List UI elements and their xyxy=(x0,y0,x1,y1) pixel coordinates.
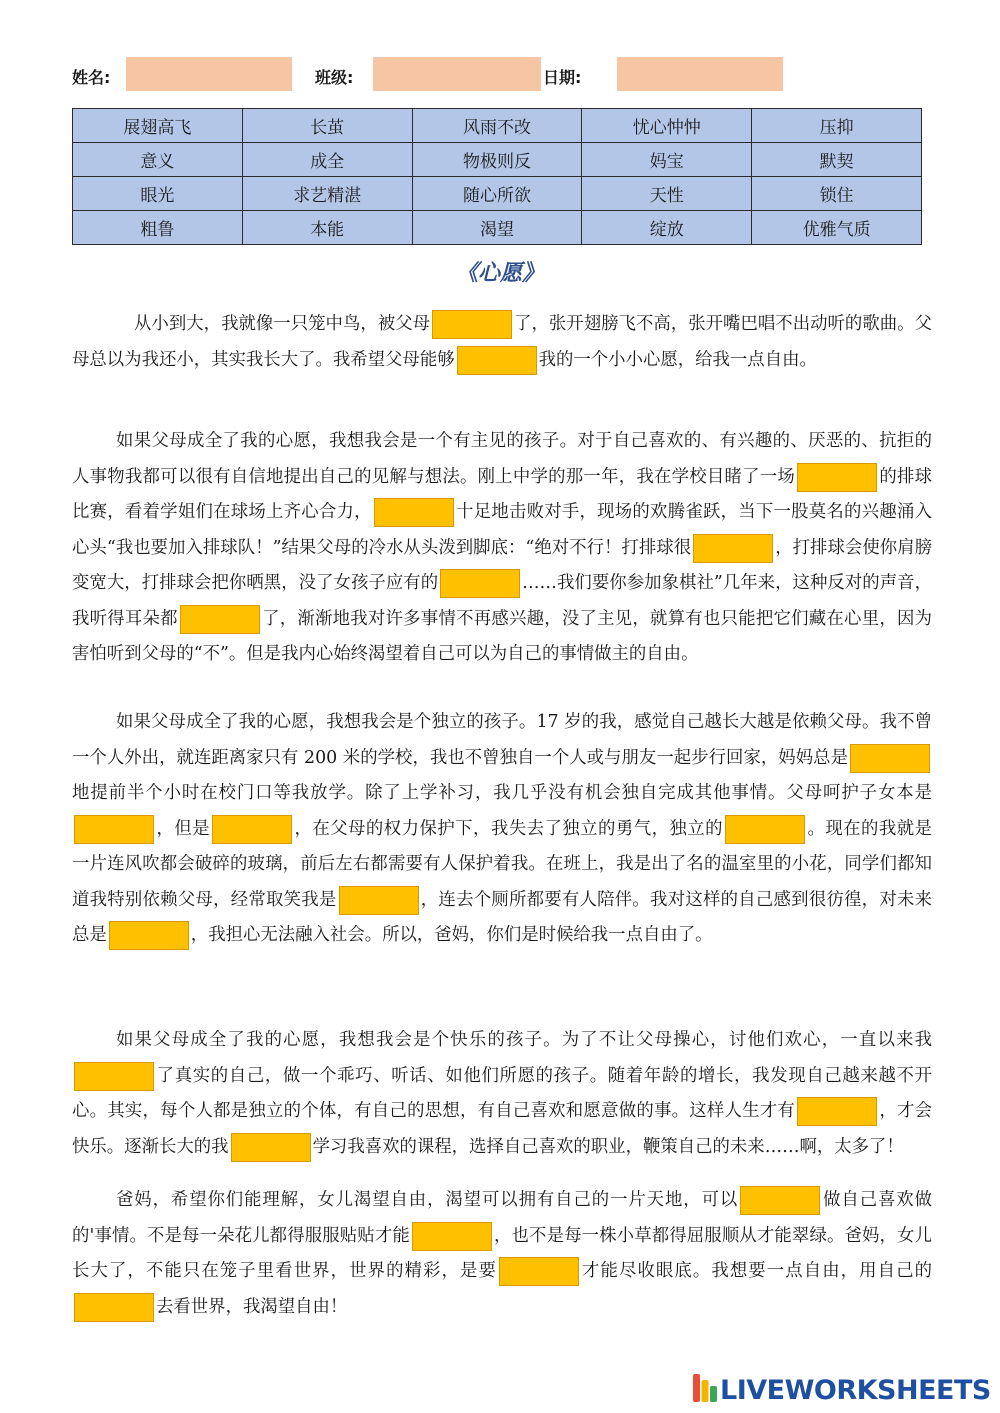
word-bank-cell: 天性 xyxy=(582,177,752,211)
word-bank-cell: 求艺精湛 xyxy=(242,177,412,211)
date-label: 日期: xyxy=(543,68,582,87)
class-label: 班级: xyxy=(315,68,354,87)
word-bank-cell: 意义 xyxy=(73,143,243,177)
paragraph-text: ，在父母的权力保护下，我失去了独立的勇气，独立的 xyxy=(294,818,723,839)
paragraph-text: 如果父母成全了我的心愿，我想我会是个独立的孩子。17 岁的我，感觉自己越长大越是依赖父母。我不曾一个人外出，就连距离家只有 200 米的学校，我也不曾独自一个人或与朋友一起步行回家，妈妈总是 xyxy=(72,712,932,768)
answer-blank-input[interactable] xyxy=(499,1257,579,1286)
word-bank-cell: 展翅高飞 xyxy=(73,109,243,143)
paragraph-text: 了真实的自己，做一个乖巧、听话、如他们所愿的孩子。随着年龄的增长，我发现自己越来越不开心。其实，每个人都是独立的个体，有自己的思想，有自己喜欢和愿意做的事。这样人生才有 xyxy=(72,1065,932,1121)
word-bank-row xyxy=(73,177,922,211)
answer-blank-input[interactable] xyxy=(374,498,454,527)
answer-blank-input[interactable] xyxy=(180,605,260,634)
answer-blank-input[interactable] xyxy=(231,1133,311,1162)
paragraph-text: ，我担心无法融入社会。所以，爸妈，你们是时候给我一点自由了。 xyxy=(190,925,713,945)
word-bank-cell: 本能 xyxy=(242,211,412,245)
paragraph-text: ……我们要你参加象棋社”几年来，这种反对的声音，我听得耳朵都 xyxy=(72,573,932,629)
word-bank-cell: 风雨不改 xyxy=(412,109,582,143)
liveworksheets-mark-icon xyxy=(693,1374,717,1402)
student-info-header xyxy=(72,57,812,93)
word-bank-cell: 长茧 xyxy=(242,109,412,143)
word-bank-cell: 随心所欲 xyxy=(412,177,582,211)
answer-blank-input[interactable] xyxy=(693,534,773,563)
answer-blank-input[interactable] xyxy=(797,463,877,492)
paragraph-text: ，打排球会使你肩膀变宽大，打排球会把你晒黑，没了女孩子应有的 xyxy=(72,537,932,593)
liveworksheets-logo xyxy=(693,1374,991,1406)
paragraph-text: 地提前半个小时在校门口等我放学。除了上学补习，我几乎没有机会独自完成其他事情。父母呵护子女本是 xyxy=(72,783,932,803)
paragraph-text: 如果父母成全了我的心愿，我想我会是个快乐的孩子。为了不让父母操心，讨他们欢心，一直以来我 xyxy=(116,1030,932,1050)
answer-blank-input[interactable] xyxy=(109,921,189,950)
answer-blank-input[interactable] xyxy=(797,1097,877,1126)
word-bank-row xyxy=(73,211,922,245)
answer-blank-input[interactable] xyxy=(850,744,930,773)
paragraph-2 xyxy=(72,424,932,673)
paragraph-text: 我的一个小小心愿，给我一点自由。 xyxy=(538,349,817,370)
name-input[interactable] xyxy=(126,57,292,91)
answer-blank-input[interactable] xyxy=(74,1062,154,1091)
answer-blank-input[interactable] xyxy=(440,569,520,598)
paragraph-text: 的排球比赛，看着学姐们在球场上齐心合力， xyxy=(72,466,932,522)
worksheet-title: 《心愿》 xyxy=(455,260,544,286)
word-bank-cell: 忧心忡忡 xyxy=(582,109,752,143)
class-input[interactable] xyxy=(373,57,541,91)
paragraph-text: 了，张开翅膀飞不高，张开嘴巴唱不出动听的歌曲。父母总以为我还小，其实我长大了。我希望父母能够 xyxy=(72,314,932,370)
word-bank-cell: 锁住 xyxy=(752,177,922,211)
answer-blank-input[interactable] xyxy=(212,815,292,844)
word-bank-cell: 默契 xyxy=(752,143,922,177)
word-bank-cell: 绽放 xyxy=(582,211,752,245)
word-bank-cell: 压抑 xyxy=(752,109,922,143)
paragraph-text: 如果父母成全了我的心愿，我想我会是一个有主见的孩子。对于自己喜欢的、有兴趣的、厌恶的、抗拒的人事物我都可以很有自信地提出自己的见解与想法。刚上中学的那一年，我在学校目睹了一场 xyxy=(72,431,932,487)
word-bank-cell: 妈宝 xyxy=(582,143,752,177)
answer-blank-input[interactable] xyxy=(339,886,419,915)
answer-blank-input[interactable] xyxy=(432,310,512,339)
paragraph-text: ，但是 xyxy=(156,818,211,839)
word-bank-row xyxy=(73,109,922,143)
word-bank-cell: 成全 xyxy=(242,143,412,177)
paragraph-5 xyxy=(72,1183,932,1325)
paragraph-text: ，才会快乐。逐渐长大的我 xyxy=(72,1101,932,1157)
word-bank-row xyxy=(73,143,922,177)
date-input[interactable] xyxy=(617,57,783,91)
paragraph-1 xyxy=(72,307,932,378)
word-bank-cell: 渴望 xyxy=(412,211,582,245)
answer-blank-input[interactable] xyxy=(740,1186,820,1215)
paragraph-text: 去看世界，我渴望自由！ xyxy=(156,1296,348,1317)
word-bank-cell: 粗鲁 xyxy=(73,211,243,245)
name-label: 姓名: xyxy=(72,68,111,87)
paragraph-3 xyxy=(72,705,932,954)
answer-blank-input[interactable] xyxy=(725,815,805,844)
answer-blank-input[interactable] xyxy=(412,1222,492,1251)
answer-blank-input[interactable] xyxy=(457,346,537,375)
paragraph-text: 了，渐渐地我对许多事情不再感兴趣，没了主见，就算有也只能把它们藏在心里，因为害怕听到父母的“不”。但是我内心始终渴望着自己可以为自己的事情做主的自由。 xyxy=(72,608,932,664)
paragraph-4 xyxy=(72,1023,932,1165)
paragraph-text: 做自己喜欢做的'事情。不是每一朵花儿都得服服贴贴才能 xyxy=(72,1190,932,1246)
word-bank-cell: 优雅气质 xyxy=(752,211,922,245)
paragraph-text: 。现在的我就是一片连风吹都会破碎的玻璃，前后左右都需要有人保护着我。在班上，我是出了名的温室里的小花，同学们都知道我特别依赖父母，经常取笑我是 xyxy=(72,818,932,910)
word-bank-table xyxy=(72,108,922,245)
logo-text: LIVEWORKSHEETS xyxy=(720,1375,991,1406)
paragraph-text: 从小到大，我就像一只笼中鸟，被父母 xyxy=(134,314,431,334)
paragraph-text: 爸妈，希望你们能理解，女儿渴望自由，渴望可以拥有自己的一片天地，可以 xyxy=(116,1190,739,1210)
answer-blank-input[interactable] xyxy=(74,1293,154,1322)
paragraph-text: 才能尽收眼底。我想要一点自由，用自己的 xyxy=(580,1261,932,1281)
paragraph-text: ，连去个厕所都要有人陪伴。我对这样的自己感到很彷徨，对未来总是 xyxy=(72,889,932,945)
paragraph-text: 十足地击败对手，现场的欢腾雀跃，当下一股莫名的兴趣涌入心头“我也要加入排球队！”结果父母的冷水从头泼到脚底：“绝对不行！打排球很 xyxy=(72,502,932,558)
answer-blank-input[interactable] xyxy=(74,815,154,844)
word-bank-cell: 物极则反 xyxy=(412,143,582,177)
paragraph-text: ，也不是每一株小草都得屈服顺从才能翠绿。爸妈，女儿长大了，不能只在笼子里看世界，世界的精彩，是要 xyxy=(72,1225,932,1281)
word-bank-cell: 眼光 xyxy=(73,177,243,211)
paragraph-text: 学习我喜欢的课程，选择自己喜欢的职业，鞭策自己的未来……啊，太多了！ xyxy=(312,1136,904,1157)
